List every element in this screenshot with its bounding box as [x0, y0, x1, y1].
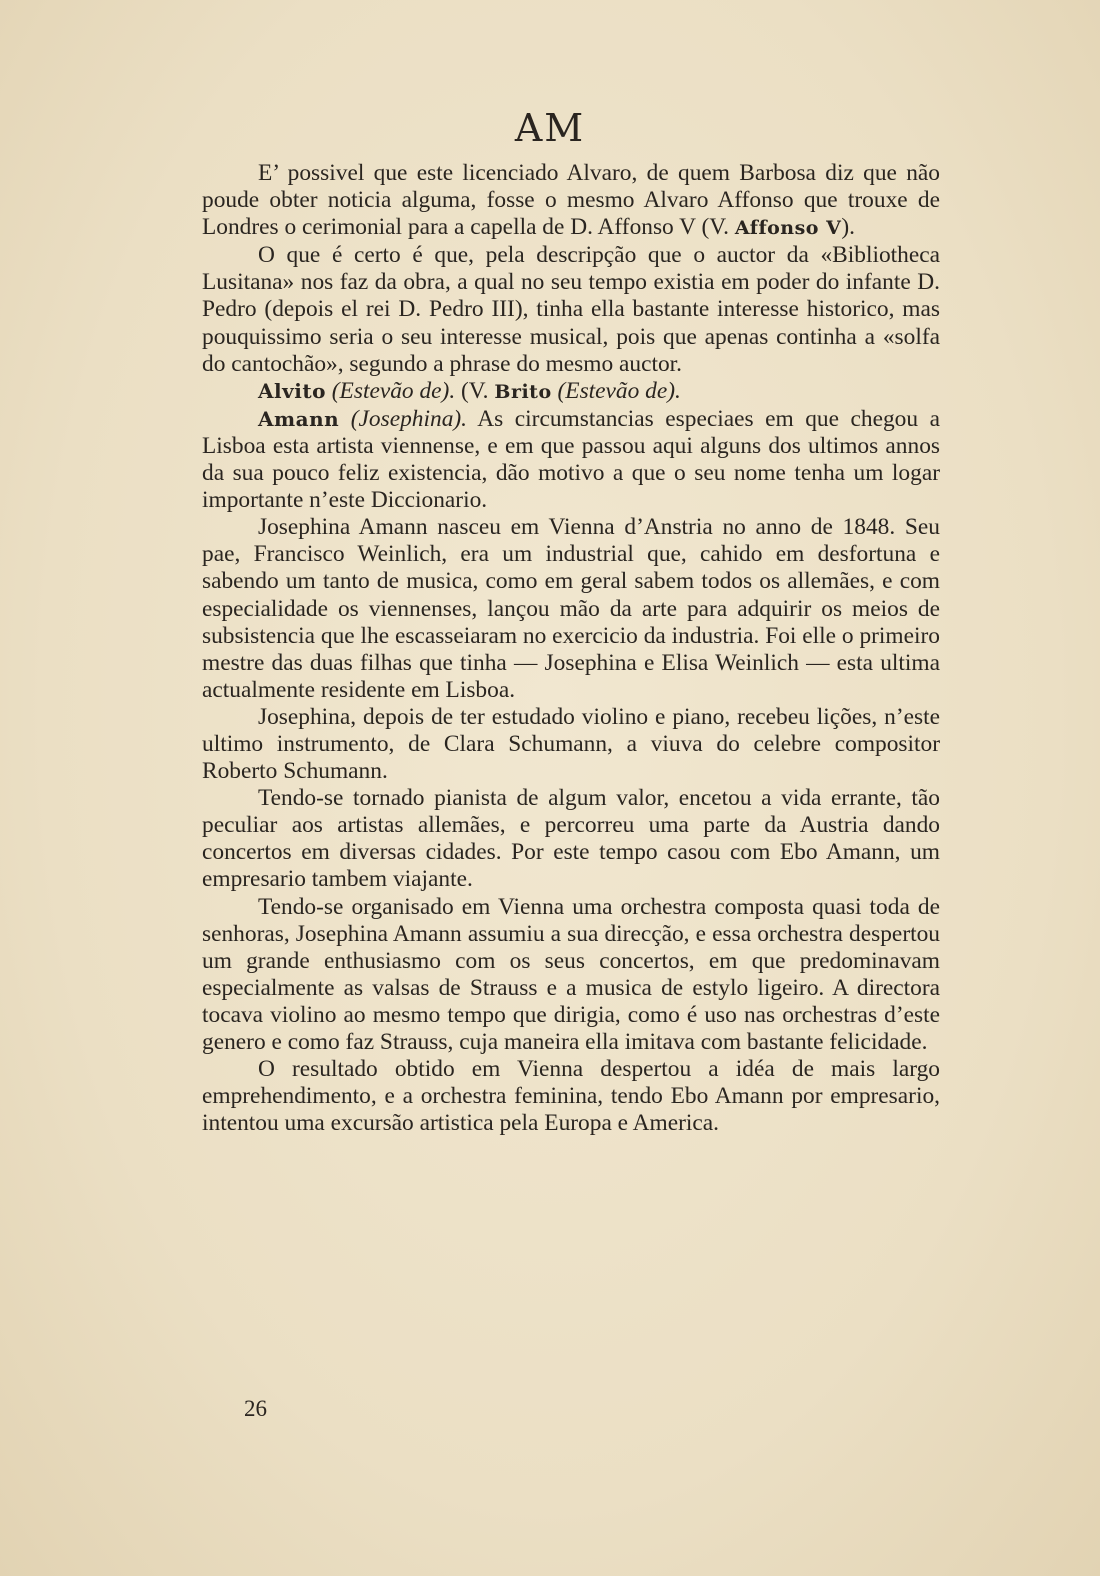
cross-reference-brito: Brito: [494, 380, 552, 403]
paragraph-birth: Josephina Amann nasceu em Vienna d’Anstria no anno de 1848. Seu pae, Francisco Weinlich, era um industrial que, cahido em desfortuna e sabendo um tanto de musica, como em geral sabem todos os allemães, e com especialidade os viennenses, lançou mão da arte para adquirir os meios de subsistencia que lhe escasseiaram no exercicio da industria. Foi elle o primeiro mestre das duas filhas que tinha — Josephina e Elisa Weinlich — esta ultima actualmente residente em Lisboa.: [202, 514, 940, 703]
paragraph-career: Tendo-se tornado pianista de algum valor, encetou a vida errante, tão peculiar aos artistas allemães, e percorreu uma parte da Austria dando concertos em diversas cidades. Por este tempo casou com Ebo Amann, um empresario tambem viajante.: [202, 785, 940, 893]
entry-amann: [202, 406, 940, 514]
paragraph-text: E’ possivel que este licenciado Alvaro, de quem Barbosa diz que não poude obter noticia alguma, fosse o mesmo Alvaro Affonso que trouxe de Londres o cerimonial para a capella de D. Affonso V (V.: [202, 160, 940, 241]
paragraph-bibliotheca: O que é certo é que, pela descripção que o auctor da «Bibliotheca Lusitana» nos faz da obra, a qual no seu tempo existia em poder do infante D. Pedro (depois el rei D. Pedro III), tinha ella bastante interesse historico, mas pouquissimo seria o seu interesse musical, pois que apenas continha a «solfa do cantochão», segundo a phrase do mesmo auctor.: [202, 242, 940, 377]
entry-qualifier: (Estevão de).: [325, 377, 462, 404]
paragraph-text: As circumstancias especiaes em que chegou a Lisboa esta artista viennense, e em que passou aqui alguns dos ultimos annos da sua pouco feliz existencia, dão motivo a que o seu nome tenha um logar importante n’este Diccionario.: [202, 405, 940, 514]
page-number: 26: [244, 1396, 267, 1421]
paragraph-excursion: O resultado obtido em Vienna despertou a idéa de mais largo emprehendimento, e a orchestra feminina, tendo Ebo Amann por empresario, intentou uma excursão artistica pela Europa e America.: [202, 1056, 940, 1137]
entry-heading-alvito: Alvito: [258, 378, 326, 403]
running-head: AM: [514, 106, 586, 150]
body-text: [202, 160, 940, 1137]
paragraph-alvaro-continued: [202, 160, 940, 242]
paragraph-studies: Josephina, depois de ter estudado violino e piano, recebeu lições, n’este ultimo instrumento, de Clara Schumann, a viuva do celebre compositor Roberto Schumann.: [202, 703, 940, 785]
paragraph-orchestra: Tendo-se organisado em Vienna uma orchestra composta quasi toda de senhoras, Josephina Amann assumiu a sua direcção, e essa orchestra despertou um grande enthusiasmo com os seus concertos, em que predominavam especialmente as valsas de Strauss e a musica de estylo ligeiro. A directora tocava violino ao mesmo tempo que dirigia, como é uso nas orchestras d’este genero e como faz Strauss, cuja maneira ella imitava com bastante felicidade.: [202, 893, 940, 1055]
cross-reference-affonso-v: Affonso V: [734, 217, 842, 240]
cross-reference-qualifier: (Estevão de).: [551, 377, 681, 404]
entry-heading-amann: Amann: [258, 406, 340, 431]
paragraph-text-end: ).: [841, 214, 855, 241]
entry-alvito: [202, 378, 940, 406]
see-reference: (V.: [461, 377, 495, 404]
entry-qualifier: (Josephina).: [339, 405, 468, 432]
